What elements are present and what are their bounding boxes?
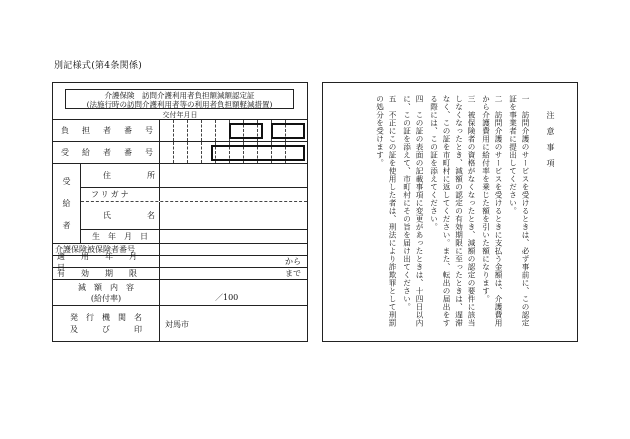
- notice-title: 注意事項: [546, 111, 555, 175]
- notice-panel: [322, 82, 578, 342]
- certificate-title-box: [65, 89, 294, 109]
- issuer-label: 発 行 機 関 名 及 び 印: [70, 313, 142, 334]
- row-reduction-content: [53, 280, 307, 306]
- reduction-content-label: 減 額 内 容 (給付率): [78, 282, 134, 303]
- row-insured-number: [53, 120, 307, 142]
- care-insured-number-label: 介護保険被保険者番号: [55, 245, 135, 254]
- certificate-title: 介護保険 訪問介護利用者負担額減額認定証: [104, 91, 255, 100]
- issuer-value: 対馬市: [165, 319, 189, 329]
- notice-item: 四 この証の表面の記載事項に変更があったときは、十四日以内に、この証を添えて、市町村にその旨を届け出てください。: [402, 95, 424, 327]
- valid-until-label: 有 効 期 限: [57, 269, 137, 278]
- certificate-subtitle: (法施行時の訪問介護利用者等の利用者負担額軽減措置): [86, 100, 273, 109]
- furigana-label: フリガナ: [91, 190, 131, 199]
- certificate-card: [52, 82, 308, 342]
- notice-body: [371, 95, 531, 331]
- issue-date-label: 交付年月日: [162, 111, 198, 119]
- recipient-block-label: 受 給 者: [53, 164, 81, 244]
- apply-date-suffix: から: [285, 257, 301, 266]
- form-header-label: 別記様式(第4条関係): [54, 61, 143, 71]
- certificate-grid: [53, 119, 307, 334]
- row-issuer: [53, 306, 307, 342]
- recipient-number-highlight: [211, 145, 305, 161]
- insured-number-highlight: [229, 123, 263, 139]
- recipient-number-label: 受 給 者 番 号: [61, 148, 153, 157]
- name-label: 氏 名: [103, 211, 155, 220]
- birthdate-label: 生 年 月 日: [92, 232, 148, 241]
- notice-item: 五 不正にこの証を使用した者は、刑法により詐欺罪として刑罰の処分を受けます。: [375, 95, 397, 327]
- notice-item: 一 訪問介護のサービスを受けるときは、必ず事前に、この認定証を事業者に提出してください。: [508, 95, 530, 327]
- notice-item: 二 訪問介護のサービスを受けるときに支払う金額は、介護費用から介護費用に給付率を乗じた額を引いた額になります。: [481, 95, 503, 327]
- row-name: [81, 202, 307, 230]
- apply-date-label: 適 用 年 月 日: [57, 251, 153, 272]
- notice-item: 三 被保険者の資格がなくなったとき、減額の認定の要件に該当しなくなったとき、減額の認定の有効期限に至ったときは、遅滞なく、この証を市町村に返してください。また、転出の届出をする際には、この証を添えてください。: [429, 95, 476, 327]
- benefit-rate-value: ／100: [215, 292, 239, 302]
- row-apply-date: [53, 251, 307, 272]
- row-furigana: [81, 188, 307, 202]
- insured-number-highlight: [271, 123, 305, 139]
- row-valid-until: [53, 268, 307, 280]
- row-address: [81, 164, 307, 188]
- valid-until-suffix: まで: [285, 269, 301, 278]
- insured-number-label: 負 担 者 番 号: [61, 126, 153, 135]
- address-label: 住 所: [103, 171, 155, 180]
- row-birthdate: [81, 230, 307, 244]
